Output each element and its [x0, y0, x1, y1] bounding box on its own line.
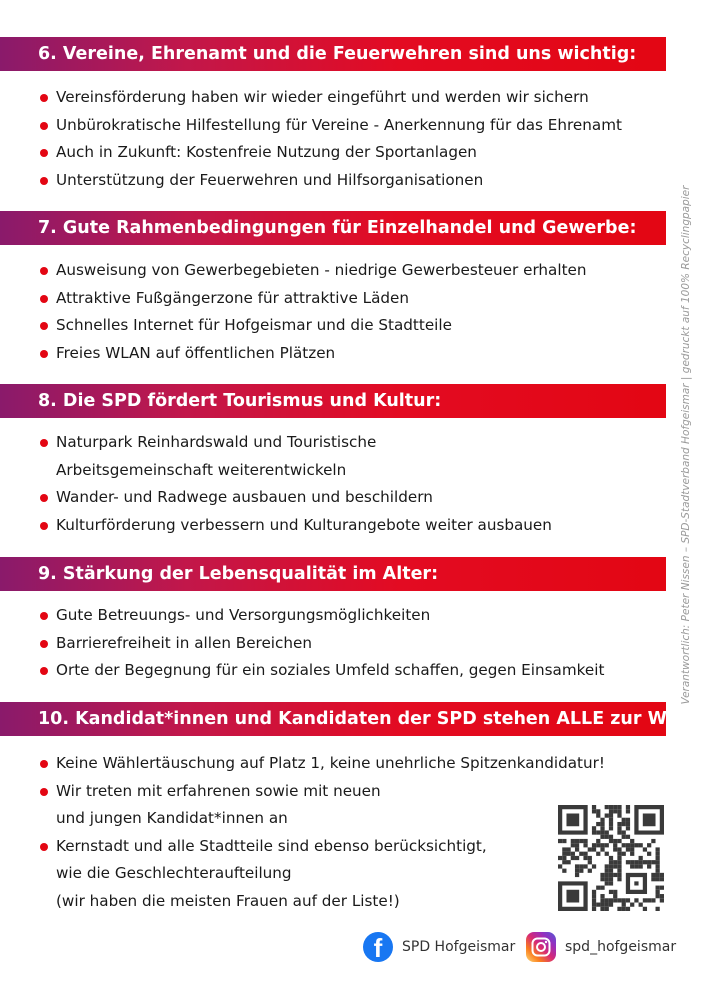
list-item: Wander- und Radwege ausbauen und beschildern	[40, 484, 552, 512]
bullet-dot	[40, 788, 48, 796]
instagram-link[interactable]: spd_hofgeismar	[526, 932, 676, 962]
bullet-dot	[40, 94, 48, 102]
imprint-note: Verantwortlich: Peter Nissen – SPD-Stadtverband Hofgeismar | gedruckt auf 100% Recyclingpapier	[680, 185, 692, 705]
list-item: Unterstützung der Feuerwehren und Hilfsorganisationen	[40, 167, 622, 195]
list-item: Auch in Zukunft: Kostenfreie Nutzung der Sportanlagen	[40, 139, 622, 167]
bullet-dot	[40, 439, 48, 447]
section-6-list	[40, 84, 622, 194]
list-item: Naturpark Reinhardswald und Touristische Arbeitsgemeinschaft weiterentwickeln	[40, 429, 552, 484]
list-item: Freies WLAN auf öffentlichen Plätzen	[40, 340, 587, 368]
list-item: Kernstadt und alle Stadtteile sind ebenso berücksichtigt, wie die Geschlechteraufteilung (wir haben die meisten Frauen auf der Liste!)	[40, 833, 605, 916]
list-item: Vereinsförderung haben wir wieder eingeführt und werden wir sichern	[40, 84, 622, 112]
section-9-list	[40, 602, 604, 685]
list-item: Ausweisung von Gewerbegebieten - niedrige Gewerbesteuer erhalten	[40, 257, 587, 285]
list-item: Gute Betreuungs- und Versorgungsmöglichkeiten	[40, 602, 604, 630]
list-item: Schnelles Internet für Hofgeismar und die Stadtteile	[40, 312, 587, 340]
section-8-header: 8. Die SPD fördert Tourismus und Kultur:	[0, 384, 666, 418]
bullet-dot	[40, 295, 48, 303]
facebook-link[interactable]: f SPD Hofgeismar	[363, 932, 515, 962]
section-10-header: 10. Kandidat*innen und Kandidaten der SPD stehen ALLE zur Wahl:	[0, 702, 666, 736]
bullet-dot	[40, 494, 48, 502]
bullet-dot	[40, 149, 48, 157]
bullet-dot	[40, 122, 48, 130]
instagram-icon[interactable]	[526, 932, 556, 962]
section-7-header: 7. Gute Rahmenbedingungen für Einzelhandel und Gewerbe:	[0, 211, 666, 245]
bullet-dot	[40, 667, 48, 675]
section-6-header: 6. Vereine, Ehrenamt und die Feuerwehren sind uns wichtig:	[0, 37, 666, 71]
list-item: Unbürokratische Hilfestellung für Vereine - Anerkennung für das Ehrenamt	[40, 112, 622, 140]
list-item: Attraktive Fußgängerzone für attraktive Läden	[40, 285, 587, 313]
qr-code[interactable]	[558, 805, 664, 911]
list-item: Barrierefreiheit in allen Bereichen	[40, 630, 604, 658]
section-7-list	[40, 257, 587, 367]
bullet-dot	[40, 612, 48, 620]
section-9-header: 9. Stärkung der Lebensqualität im Alter:	[0, 557, 666, 591]
list-item: Keine Wählertäuschung auf Platz 1, keine unehrliche Spitzenkandidatur!	[40, 750, 605, 778]
bullet-dot	[40, 640, 48, 648]
bullet-dot	[40, 843, 48, 851]
list-item: Wir treten mit erfahrenen sowie mit neuen und jungen Kandidat*innen an	[40, 778, 605, 833]
section-10-list	[40, 750, 605, 915]
bullet-dot	[40, 760, 48, 768]
bullet-dot	[40, 267, 48, 275]
bullet-dot	[40, 350, 48, 358]
bullet-dot	[40, 177, 48, 185]
list-item: Kulturförderung verbessern und Kulturangebote weiter ausbauen	[40, 512, 552, 540]
bullet-dot	[40, 322, 48, 330]
facebook-icon[interactable]: f	[363, 932, 393, 962]
list-item: Orte der Begegnung für ein soziales Umfeld schaffen, gegen Einsamkeit	[40, 657, 604, 685]
section-8-list	[40, 429, 552, 539]
bullet-dot	[40, 522, 48, 530]
